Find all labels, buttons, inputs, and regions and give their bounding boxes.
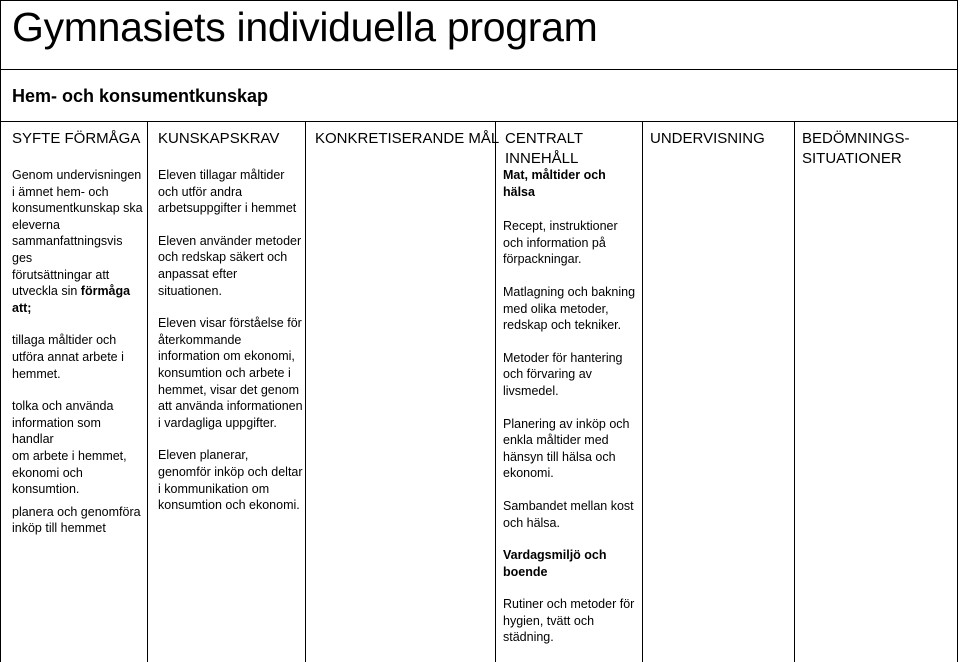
content-item bbox=[503, 596, 641, 646]
text-line: anpassat efter bbox=[158, 266, 238, 281]
page-subtitle: Hem- och konsumentkunskap bbox=[12, 86, 269, 106]
text-line: städning. bbox=[503, 630, 554, 645]
text-line: och information på bbox=[503, 235, 606, 250]
requirement-item bbox=[158, 315, 304, 431]
text-line: med olika metoder, bbox=[503, 301, 609, 316]
text-line: och redskap säkert och bbox=[158, 250, 288, 265]
text-line: i vardagliga uppgifter. bbox=[158, 415, 277, 430]
text-line: Recept, instruktioner bbox=[503, 219, 618, 234]
text-line: planera och genomföra bbox=[12, 504, 141, 519]
text-line-bold: att; bbox=[12, 300, 32, 315]
text-line: och förvaring av bbox=[503, 367, 592, 382]
content-item bbox=[503, 416, 641, 482]
text-line: Eleven planerar, bbox=[158, 448, 249, 463]
text-line: utföra annat arbete i bbox=[12, 349, 124, 364]
text-line-bold: boende bbox=[503, 564, 548, 579]
text-line: Eleven använder metoder bbox=[158, 233, 302, 248]
column-divider bbox=[147, 122, 148, 662]
text-run-bold: förmåga bbox=[80, 284, 131, 299]
text-line: förutsättningar att bbox=[12, 267, 110, 282]
page-title: Gymnasiets individuella program bbox=[12, 4, 598, 50]
text-line: och hälsa. bbox=[503, 515, 560, 530]
text-line: ekonomi. bbox=[503, 466, 554, 481]
ability-item bbox=[12, 398, 146, 498]
text-line: ekonomi och bbox=[12, 465, 83, 480]
content-item bbox=[503, 284, 641, 334]
ability-item bbox=[12, 504, 146, 537]
text-line: arbetsuppgifter i hemmet bbox=[158, 201, 297, 216]
text-line: Sambandet mellan kost bbox=[503, 498, 634, 513]
header-centralt-line1: CENTRALT bbox=[505, 130, 584, 147]
text-line: Eleven visar förståelse för bbox=[158, 316, 302, 331]
header-bedomning-line1: BEDÖMNINGS- bbox=[802, 130, 910, 147]
syfte-intro bbox=[12, 167, 146, 316]
text-line: att använda informationen bbox=[158, 399, 303, 414]
header-bedomning bbox=[802, 129, 910, 169]
text-line: återkommande bbox=[158, 332, 242, 347]
text-line: hemmet, visar det genom bbox=[158, 382, 300, 397]
content-item bbox=[503, 350, 641, 400]
kunskapskrav-cell bbox=[158, 167, 304, 514]
content-item bbox=[503, 498, 641, 531]
text-line: information som handlar bbox=[12, 415, 101, 447]
text-line: konsumtion och arbete i bbox=[158, 365, 291, 380]
text-line: och utför andra bbox=[158, 184, 243, 199]
content-item bbox=[503, 218, 641, 268]
column-divider bbox=[642, 122, 643, 662]
header-kunskapskrav: KUNSKAPSKRAV bbox=[158, 130, 280, 147]
text-line: redskap och tekniker. bbox=[503, 318, 622, 333]
text-line: förpackningar. bbox=[503, 252, 582, 267]
text-line: i ämnet hem- och bbox=[12, 184, 109, 199]
text-line bbox=[12, 283, 146, 300]
text-line-bold: Vardagsmiljö och bbox=[503, 548, 607, 563]
text-line: hemmet. bbox=[12, 366, 61, 381]
text-line: konsumtion. bbox=[12, 482, 80, 497]
text-line: genomför inköp och deltar bbox=[158, 464, 303, 479]
text-line: eleverna bbox=[12, 217, 60, 232]
column-divider bbox=[495, 122, 496, 662]
header-centralt bbox=[505, 129, 584, 169]
text-line: livsmedel. bbox=[503, 383, 559, 398]
text-line: information om ekonomi, bbox=[158, 349, 295, 364]
text-line: Eleven tillagar måltider bbox=[158, 168, 285, 182]
column-divider bbox=[794, 122, 795, 662]
text-line: situationen. bbox=[158, 283, 222, 298]
centralt-cell bbox=[503, 167, 641, 646]
header-konkretiserande: KONKRETISERANDE MÅL bbox=[315, 130, 500, 147]
requirement-item bbox=[158, 447, 304, 513]
text-line: om arbete i hemmet, bbox=[12, 448, 127, 463]
text-line: Matlagning och bakning bbox=[503, 284, 636, 299]
text-line: konsumentkunskap ska bbox=[12, 201, 143, 216]
text-line-bold: hälsa bbox=[503, 184, 535, 199]
text-line: i kommunikation om bbox=[158, 481, 270, 496]
ability-item bbox=[12, 332, 146, 382]
section-heading bbox=[503, 547, 641, 580]
text-line: konsumtion och ekonomi. bbox=[158, 498, 300, 513]
text-line: Genom undervisningen bbox=[12, 168, 142, 182]
text-line: hygien, tvätt och bbox=[503, 613, 595, 628]
header-centralt-line2: INNEHÅLL bbox=[505, 150, 579, 167]
text-line-bold: Mat, måltider och bbox=[503, 168, 606, 182]
section-heading bbox=[503, 167, 641, 200]
text-line: inköp till hemmet bbox=[12, 521, 106, 536]
requirement-item bbox=[158, 233, 304, 299]
requirement-item bbox=[158, 167, 304, 217]
text-line: tolka och använda bbox=[12, 399, 114, 414]
text-line: sammanfattningsvis ges bbox=[12, 234, 123, 265]
text-line: Planering av inköp och bbox=[503, 416, 630, 431]
text-run: utveckla sin bbox=[12, 284, 81, 299]
header-undervisning: UNDERVISNING bbox=[650, 130, 765, 147]
column-divider bbox=[305, 122, 306, 662]
text-line: Metoder för hantering bbox=[503, 350, 623, 365]
header-bedomning-line2: SITUATIONER bbox=[802, 150, 902, 167]
syfte-cell bbox=[12, 167, 146, 537]
text-line: hänsyn till hälsa och bbox=[503, 449, 616, 464]
text-line: Rutiner och metoder för bbox=[503, 597, 635, 612]
header-syfte: SYFTE FÖRMÅGA bbox=[12, 130, 141, 147]
text-line: tillaga måltider och bbox=[12, 333, 117, 348]
text-line: enkla måltider med bbox=[503, 433, 609, 448]
